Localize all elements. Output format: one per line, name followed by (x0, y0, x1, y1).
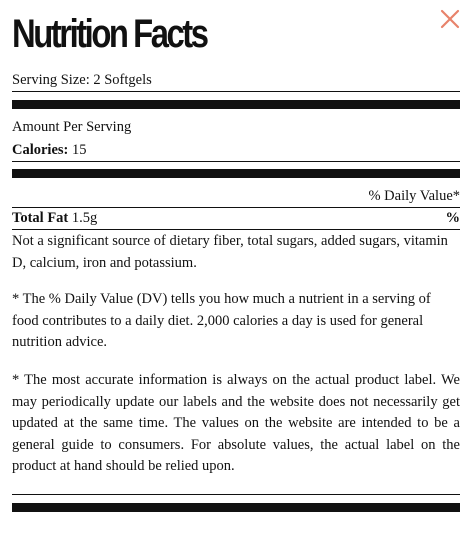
close-icon[interactable] (438, 7, 462, 31)
divider-thin (12, 207, 460, 208)
calories-row (12, 141, 460, 159)
close-button[interactable] (438, 7, 462, 31)
divider-thick (12, 503, 460, 512)
nutrient-amount: 1.5g (71, 210, 98, 226)
dv-footnote: * The % Daily Value (DV) tells you how much a nutrient in a serving of food contributes to a daily diet. 2,000 calories a day is used for general nutrition advice. (12, 291, 431, 350)
disclaimer: * The most accurate information is always on the actual product label. We may periodically update our labels and the website does not necessarily get updated at the same time. The values on the website are intended to be a general guide to consumers. For absolute values, the actual label on the product at hand should be relied upon. (12, 372, 460, 474)
amount-per-serving: Amount Per Serving (12, 119, 132, 135)
nutrient-dv: % (445, 210, 460, 226)
daily-value-header: % Daily Value* (368, 188, 460, 204)
calories-label: Calories: (12, 142, 69, 158)
divider-thin (12, 161, 460, 162)
divider-thick (12, 100, 460, 109)
divider-thin (12, 91, 460, 92)
nutrient-row-total-fat (12, 209, 460, 227)
calories-value: 15 (72, 142, 87, 158)
divider-thin (12, 494, 460, 495)
nutrient-name-amount (12, 209, 97, 227)
panel-title: Nutrition Facts (12, 12, 207, 56)
nutrient-name: Total Fat (12, 210, 69, 226)
serving-size: Serving Size: 2 Softgels (12, 72, 152, 88)
divider-thin (12, 229, 460, 230)
divider-thick (12, 169, 460, 178)
not-significant-note: Not a significant source of dietary fiber, total sugars, added sugars, vitamin D, calcium, iron and potassium. (12, 233, 448, 271)
